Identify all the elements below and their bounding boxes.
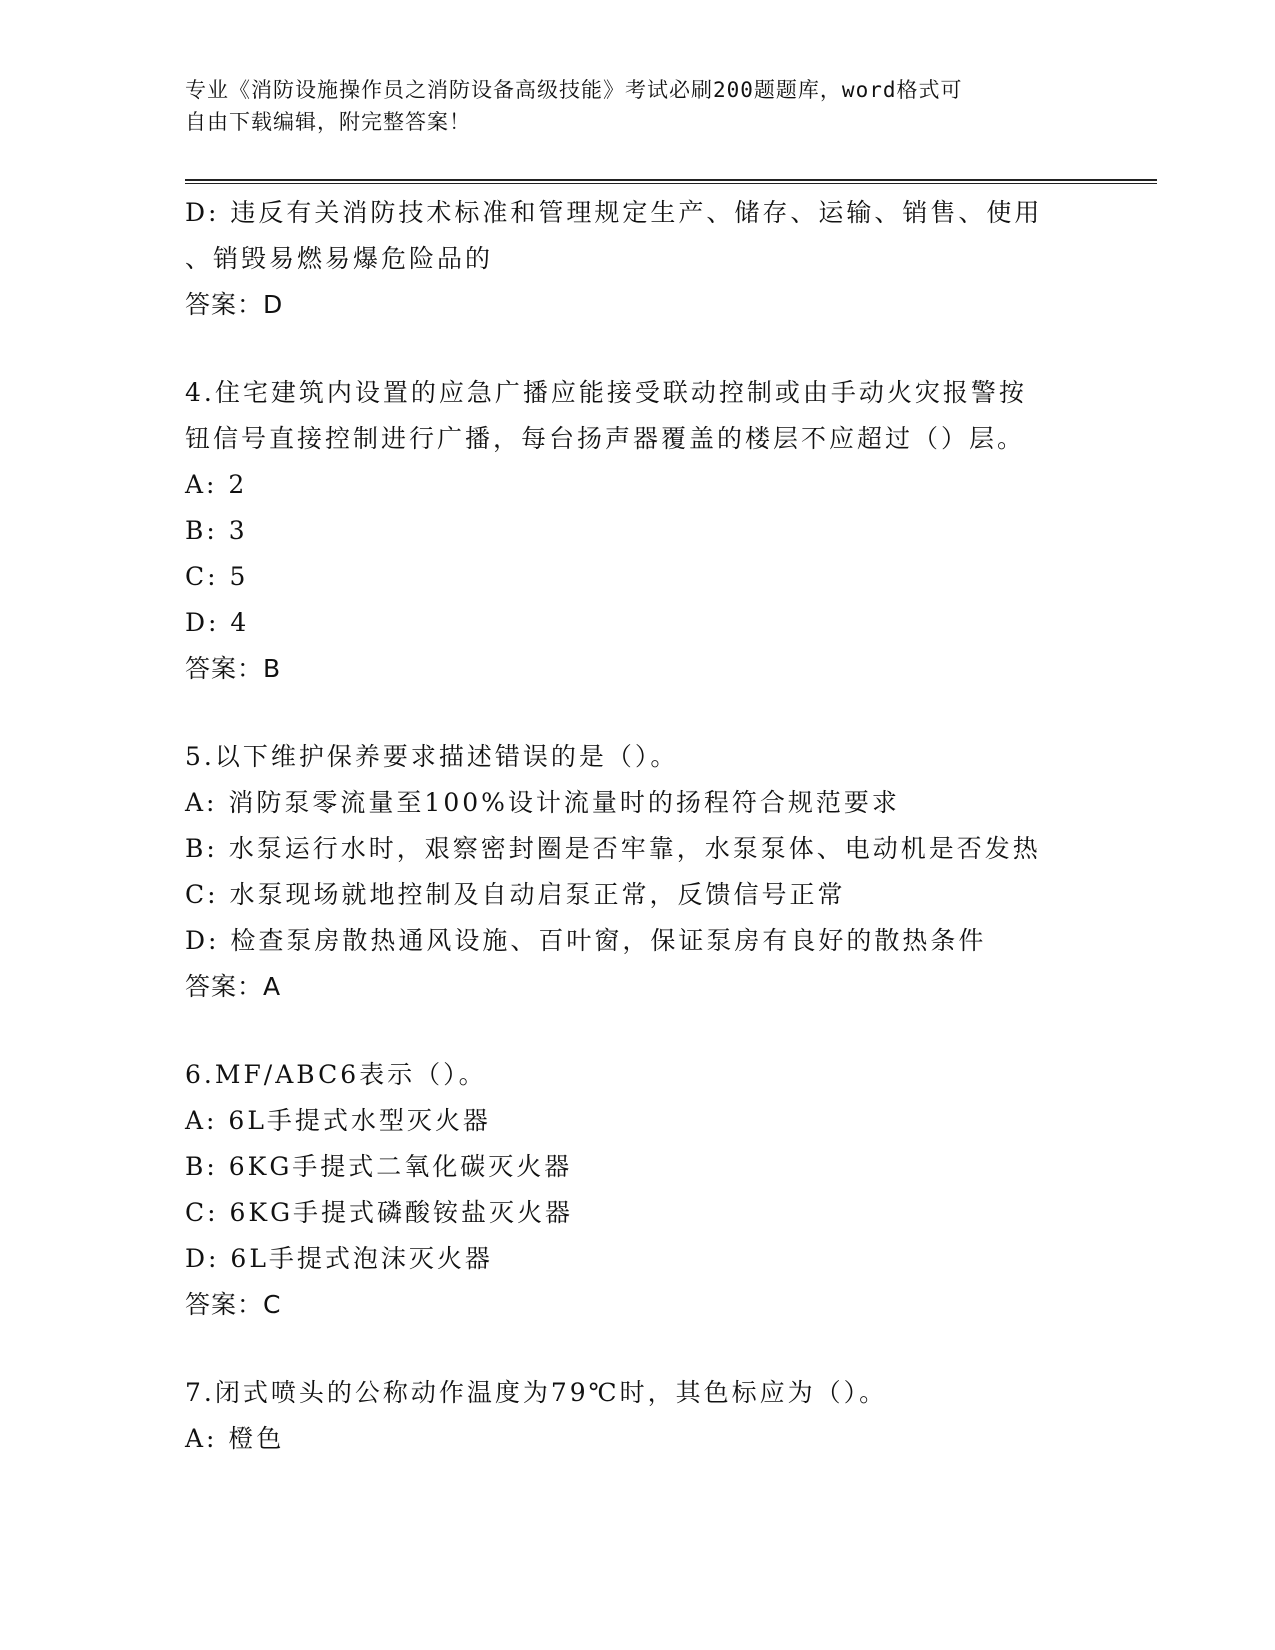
option-b: B: 3 [185,516,248,545]
option-b: B: 水泵运行水时，艰察密封圈是否牢靠，水泵泵体、电动机是否发热 [185,834,1041,863]
option-c: C: 水泵现场就地控制及自动启泵正常，反馈信号正常 [185,880,846,909]
question-3-continuation [185,190,1085,328]
option-d: D: 6L手提式泡沫灭火器 [185,1244,493,1273]
question-stem: 6.MF/ABC6表示（）。 [185,1060,487,1089]
option-a: A: 橙色 [185,1424,285,1453]
spacer [185,1010,1085,1052]
option-d: D: 违反有关消防技术标准和管理规定生产、储存、运输、销售、使用 [185,198,1043,227]
question-stem: 7.闭式喷头的公称动作温度为79℃时，其色标应为（）。 [185,1378,888,1407]
option-d: D: 4 [185,608,250,637]
spacer [185,1328,1085,1370]
document-body [185,190,1085,1462]
answer-line: 答案：A [185,972,282,1001]
question-stem-continued: 钮信号直接控制进行广播，每台扬声器覆盖的楼层不应超过（）层。 [185,424,1026,453]
spacer [185,692,1085,734]
header-divider-top [185,179,1157,181]
answer-line: 答案：B [185,654,282,683]
answer-line: 答案：C [185,1290,282,1319]
option-c: C: 6KG手提式磷酸铵盐灭火器 [185,1198,574,1227]
option-d-continued: 、销毁易燃易爆危险品的 [185,244,494,273]
header-divider-bottom [185,183,1157,184]
question-6 [185,1052,1085,1328]
header-line-2: 自由下载编辑，附完整答案！ [185,110,471,134]
question-7 [185,1370,1085,1462]
option-a: A: 消防泵零流量至100%设计流量时的扬程符合规范要求 [185,788,900,817]
question-stem: 5.以下维护保养要求描述错误的是（）。 [185,742,679,771]
option-d: D: 检查泵房散热通风设施、百叶窗，保证泵房有良好的散热条件 [185,926,987,955]
header-line-1: 专业《消防设施操作员之消防设备高级技能》考试必刷200题题库，word格式可 [185,78,963,102]
option-a: A: 2 [185,470,248,499]
option-b: B: 6KG手提式二氧化碳灭火器 [185,1152,573,1181]
option-a: A: 6L手提式水型灭火器 [185,1106,491,1135]
document-header [185,74,1065,138]
option-c: C: 5 [185,562,249,591]
answer-line: 答案：D [185,290,284,319]
question-5 [185,734,1085,1010]
spacer [185,328,1085,370]
question-stem: 4.住宅建筑内设置的应急广播应能接受联动控制或由手动火灾报警按 [185,378,1027,407]
question-4 [185,370,1085,692]
